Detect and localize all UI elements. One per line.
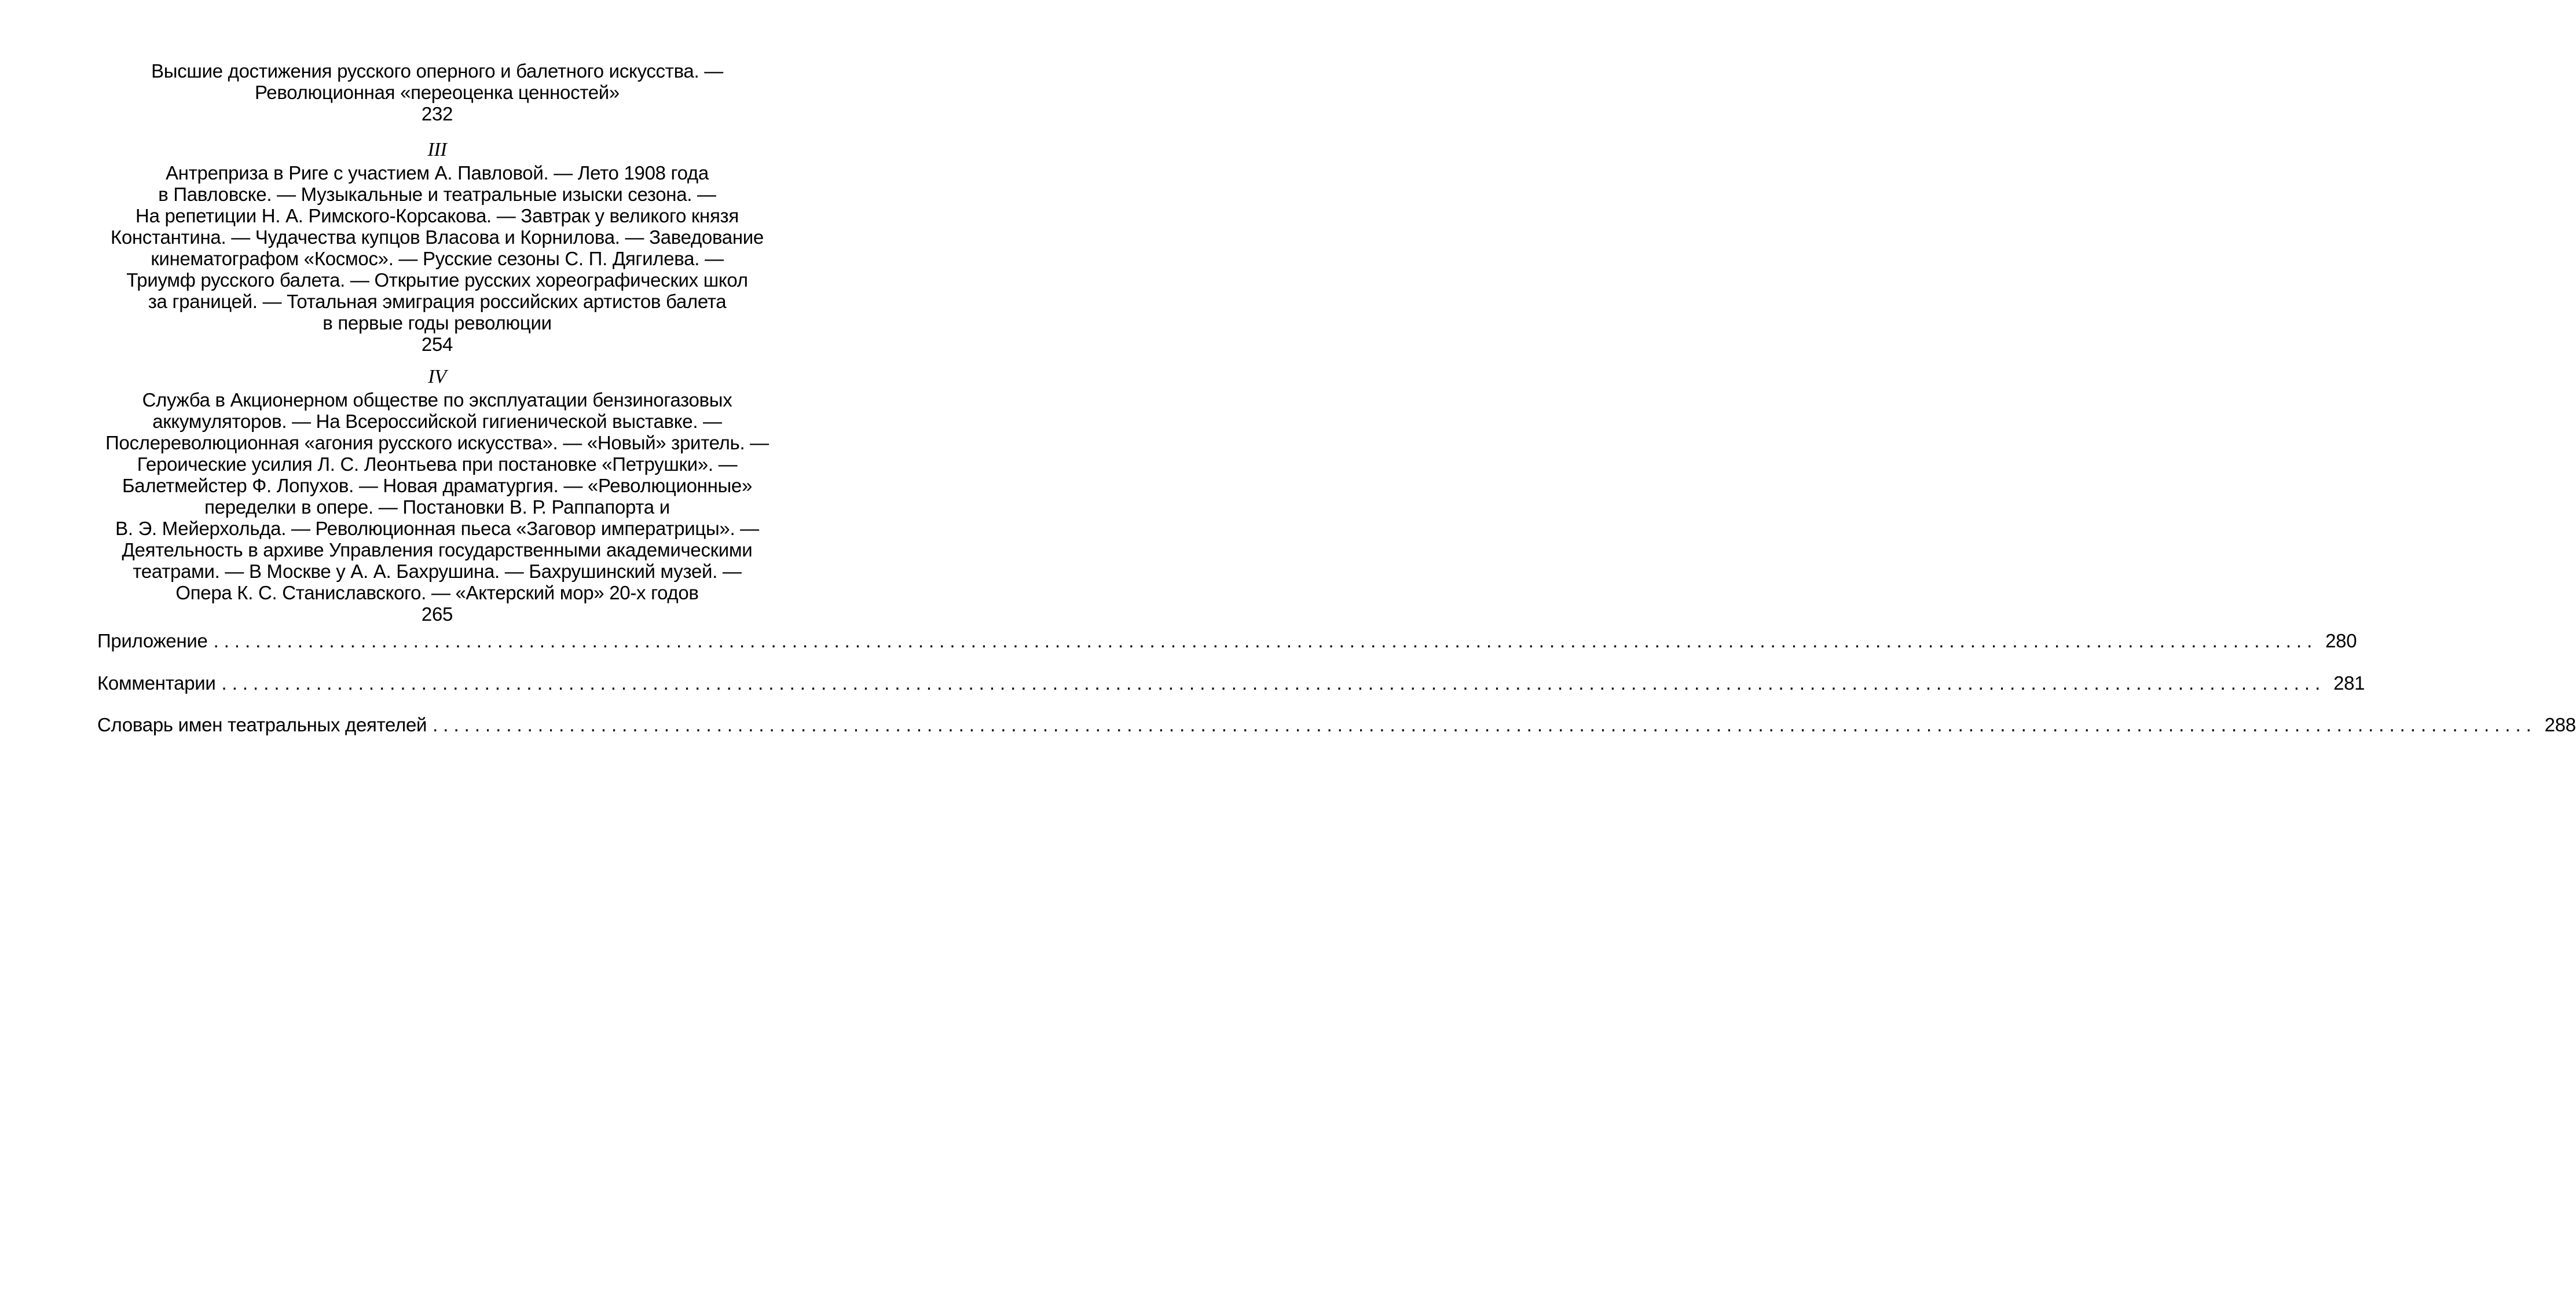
toc-line: Героические усилия Л. С. Леонтьева при постановке «Петрушки». — <box>137 453 738 475</box>
toc-line: кинематографом «Космос». — Русские сезоны С. П. Дягилева. — <box>151 248 724 269</box>
toc-line: Опера К. С. Станиславского. — «Актерский мор» 20-х годов <box>175 582 699 603</box>
toc-page-number: 254 <box>421 334 453 355</box>
toc-line: в первые годы революции <box>323 312 552 334</box>
toc-line: аккумуляторов. — На Всероссийской гигиенической выставке. — <box>152 411 722 432</box>
toc-line: переделки в опере. — Постановки В. Р. Раппапорта и <box>204 496 670 518</box>
dot-leader: ........................................................................................................................................................................................................ <box>221 672 2326 694</box>
toc-entry-page: 288 <box>2544 714 2576 735</box>
dot-leader: ........................................................................................................................................................................................................ <box>433 714 2537 735</box>
toc-entry-title: Словарь имен театральных деятелей <box>97 714 427 735</box>
toc-line: Служба в Акционерном обществе по эксплуатации бензиногазовых <box>142 389 732 411</box>
toc-entry-comments[interactable] <box>97 672 2365 695</box>
toc-page-number: 265 <box>421 603 453 625</box>
toc-section-iv <box>93 366 782 625</box>
toc-line: Антреприза в Риге с участием А. Павловой. — Лето 1908 года <box>166 162 709 184</box>
toc-line: в Павловске. — Музыкальные и театральные изыски сезона. — <box>158 184 716 205</box>
dot-leader: ........................................................................................................................................................................................................ <box>213 630 2318 651</box>
toc-entry-page: 280 <box>2325 630 2357 651</box>
toc-line: Деятельность в архиве Управления государственными академическими <box>122 539 753 561</box>
toc-section-ii-tail <box>93 60 782 124</box>
toc-line: Балетмейстер Ф. Лопухов. — Новая драматургия. — «Революционные» <box>122 475 753 496</box>
toc-entry-dictionary[interactable] <box>97 713 2576 737</box>
toc-section-iii <box>93 139 782 355</box>
section-numeral: III <box>427 139 447 160</box>
toc-line: Высшие достижения русского оперного и балетного искусства. — <box>151 60 723 82</box>
toc-line: театрами. — В Москве у А. А. Бахрушина. — Бахрушинский музей. — <box>133 561 742 582</box>
toc-line: В. Э. Мейерхольда. — Революционная пьеса «Заговор императрицы». — <box>115 518 759 539</box>
toc-line: Триумф русского балета. — Открытие русских хореографических школ <box>126 269 748 291</box>
toc-line: Константина. — Чудачества купцов Власова и Корнилова. — Заведование <box>111 226 764 248</box>
toc-line: На репетиции Н. А. Римского-Корсакова. — Завтрак у великого князя <box>135 205 739 226</box>
toc-line: Революционная «переоценка ценностей» <box>255 82 620 103</box>
toc-entry-appendix[interactable] <box>97 629 2357 653</box>
toc-page-number: 232 <box>421 103 453 124</box>
toc-line: Послереволюционная «агония русского искусства». — «Новый» зритель. — <box>105 432 769 453</box>
toc-entry-title: Приложение <box>97 630 208 651</box>
section-numeral: IV <box>428 366 446 387</box>
toc-entry-page: 281 <box>2333 672 2365 694</box>
toc-entry-title: Комментарии <box>97 672 216 694</box>
toc-line: за границей. — Тотальная эмиграция российских артистов балета <box>148 291 727 312</box>
